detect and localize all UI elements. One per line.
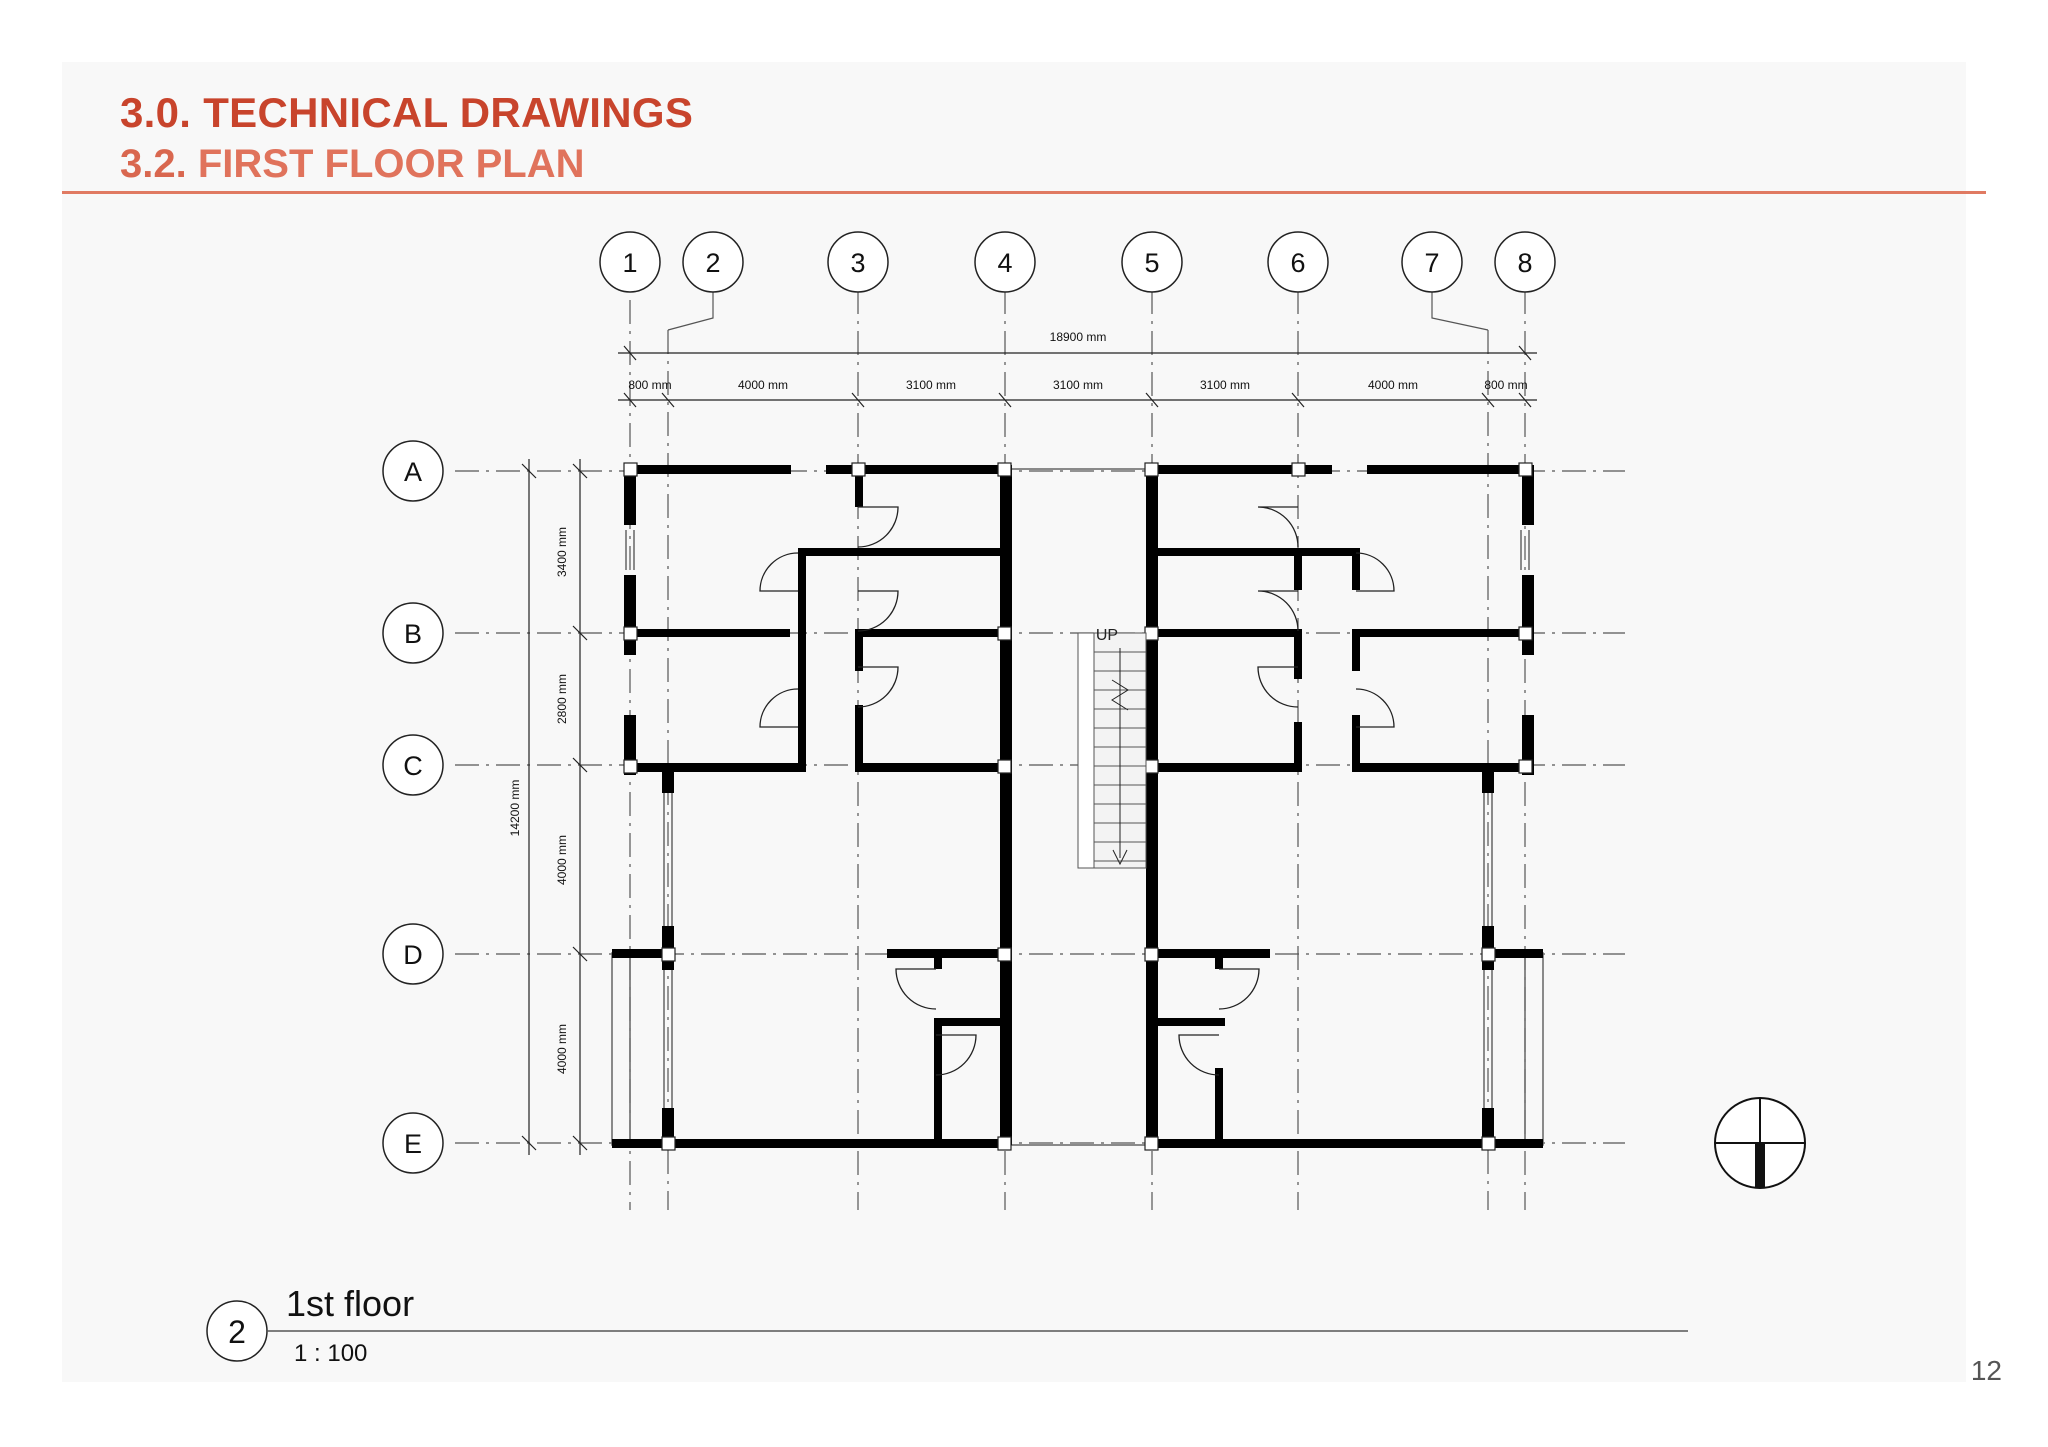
stair-up-label: UP (1095, 627, 1119, 644)
dim-v-2: 2800 mm (555, 673, 569, 725)
dim-h-2: 4000 mm (737, 378, 789, 392)
dim-h-5: 3100 mm (1199, 378, 1251, 392)
dim-h-6: 4000 mm (1367, 378, 1419, 392)
subsection-number: 3.2. (120, 142, 187, 186)
view-name: 1st floor (286, 1283, 415, 1324)
dim-h-7: 800 mm (1484, 378, 1528, 392)
dim-v-4: 4000 mm (555, 1023, 569, 1075)
dim-overall-vertical: 14200 mm (508, 779, 522, 837)
grid-label-3: 3 (850, 248, 866, 278)
grid-label-8: 8 (1517, 248, 1533, 278)
view-number: 2 (228, 1314, 246, 1350)
stair (1078, 633, 1146, 868)
grid-label-5: 5 (1144, 248, 1160, 278)
grid-label-B: B (403, 619, 423, 649)
dim-overall-horizontal: 18900 mm (1049, 330, 1107, 344)
grid-label-6: 6 (1290, 248, 1306, 278)
dim-v-3: 4000 mm (555, 834, 569, 886)
dim-h-4: 3100 mm (1052, 378, 1104, 392)
grid-label-1: 1 (622, 248, 638, 278)
grid-label-4: 4 (997, 248, 1013, 278)
grid-label-7: 7 (1424, 248, 1440, 278)
doors (760, 507, 1394, 1075)
subsection-name: FIRST FLOOR PLAN (197, 142, 585, 186)
grid-label-D: D (403, 940, 423, 970)
north-arrow-icon (1715, 1098, 1805, 1188)
page-number: 12 (1970, 1355, 2002, 1386)
dim-h-1: 800 mm (628, 378, 672, 392)
grid-label-2: 2 (705, 248, 721, 278)
dim-h-3: 3100 mm (905, 378, 957, 392)
grid-label-E: E (403, 1129, 423, 1159)
view-scale: 1 : 100 (294, 1340, 368, 1367)
dim-v-1: 3400 mm (555, 526, 569, 578)
grid-label-C: C (403, 751, 423, 781)
section-title: 3.0. TECHNICAL DRAWINGS (120, 89, 694, 136)
grid-label-A: A (403, 457, 423, 487)
